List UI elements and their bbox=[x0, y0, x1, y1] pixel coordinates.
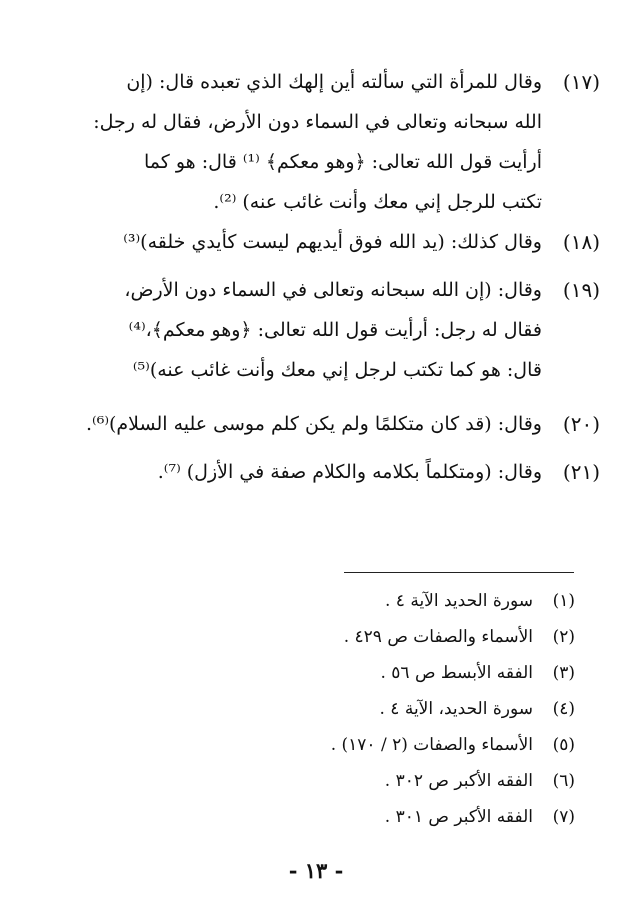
text-line: وقال للمرأة التي سألته أين إلهك الذي تعبده قال: (إن bbox=[126, 71, 542, 93]
text-line: وقال كذلك: (يد الله فوق أيديهم ليست كأيدي خلقه)⁽³⁾ bbox=[123, 231, 542, 253]
footnote-number: (٤) bbox=[552, 699, 575, 719]
entry-number: (١٧) bbox=[562, 70, 600, 94]
footnote-1 bbox=[200, 583, 575, 619]
footnote-text: سورة الحديد الآية ٤ . bbox=[384, 591, 533, 611]
footnote-number: (٣) bbox=[552, 663, 575, 683]
footnote-2 bbox=[200, 619, 575, 655]
text-line: تكتب للرجل إني معك وأنت غائب عنه) ⁽²⁾. bbox=[213, 191, 542, 213]
page-number: - ١٣ - bbox=[288, 858, 344, 883]
footnote-6 bbox=[200, 763, 575, 799]
entry-text bbox=[40, 222, 542, 262]
text-line: الله سبحانه وتعالى في السماء دون الأرض، فقال له رجل: bbox=[93, 111, 542, 133]
text-line: وقال: (ومتكلماً بكلامه والكلام صفة في الأزل) ⁽⁷⁾. bbox=[157, 461, 542, 483]
footnote-number: (٧) bbox=[552, 807, 575, 827]
entry-text bbox=[40, 404, 542, 444]
footnote-number: (٦) bbox=[552, 771, 575, 791]
text-line: فقال له رجل: أرأيت قول الله تعالى: ﴿وهو معكم﴾،⁽⁴⁾ bbox=[128, 319, 542, 341]
main-text bbox=[40, 62, 600, 492]
text-line: وقال: (قد كان متكلمًا ولم يكن كلم موسى عليه السلام)⁽⁶⁾. bbox=[85, 413, 542, 435]
text-line: قال: هو كما تكتب لرجل إني معك وأنت غائب عنه)⁽⁵⁾ bbox=[132, 359, 542, 381]
entry-19 bbox=[40, 270, 600, 390]
footnote-number: (٥) bbox=[552, 735, 575, 755]
footnote-number: (٢) bbox=[552, 627, 575, 647]
footnote-divider bbox=[344, 572, 574, 573]
entry-20 bbox=[40, 404, 600, 444]
text-line: أرأيت قول الله تعالى: ﴿وهو معكم﴾ ⁽¹⁾ قال: هو كما bbox=[143, 151, 542, 173]
entry-number: (١٩) bbox=[562, 278, 600, 302]
entry-21 bbox=[40, 452, 600, 492]
entry-number: (١٨) bbox=[562, 230, 600, 254]
footnote-text: الفقه الأكبر ص ٣٠١ . bbox=[384, 807, 533, 827]
entry-17 bbox=[40, 62, 600, 222]
footnote-text: سورة الحديد، الآية ٤ . bbox=[379, 699, 533, 719]
footnote-text: الفقه الأكبر ص ٣٠٢ . bbox=[384, 771, 533, 791]
footnote-text: الفقه الأبسط ص ٥٦ . bbox=[380, 663, 533, 683]
footnote-3 bbox=[200, 655, 575, 691]
entry-number: (٢١) bbox=[562, 460, 600, 484]
footnote-number: (١) bbox=[552, 591, 575, 611]
entry-text bbox=[40, 270, 542, 390]
text-line: وقال: (إن الله سبحانه وتعالى في السماء دون الأرض، bbox=[124, 279, 542, 301]
footnotes bbox=[200, 583, 575, 835]
footnote-text: الأسماء والصفات (٢ / ١٧٠) . bbox=[330, 735, 533, 755]
footnote-7 bbox=[200, 799, 575, 835]
footnote-5 bbox=[200, 727, 575, 763]
footnote-text: الأسماء والصفات ص ٤٢٩ . bbox=[343, 627, 533, 647]
entry-18 bbox=[40, 222, 600, 262]
entry-text bbox=[40, 452, 542, 492]
entry-text bbox=[40, 62, 542, 222]
footnote-4 bbox=[200, 691, 575, 727]
entry-number: (٢٠) bbox=[562, 412, 600, 436]
